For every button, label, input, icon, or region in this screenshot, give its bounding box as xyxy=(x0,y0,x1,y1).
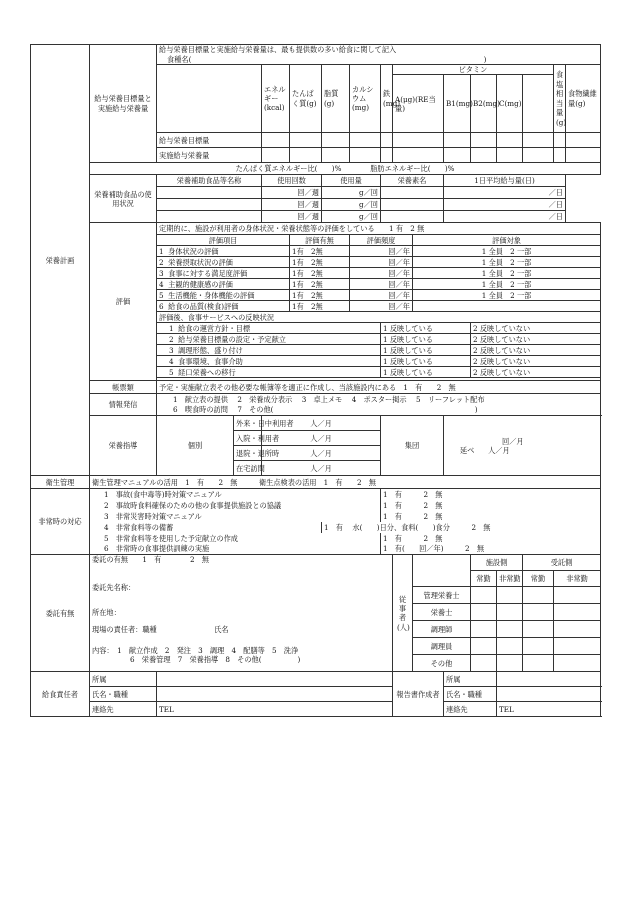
hyoka-item: 5 生活機能・身体機能の評価 xyxy=(157,290,290,301)
itaku-saki: 委託先名称： xyxy=(90,571,393,604)
hyoka-yn: 1有 2無 xyxy=(290,290,350,301)
reflect-item: 1 給食の運営方針・目標 xyxy=(157,323,381,334)
author-tel: TEL xyxy=(497,702,601,717)
itaku-jokin: 常勤 xyxy=(523,571,554,587)
reflect-title: 評価後、食事サービスへの反映状況 xyxy=(157,312,601,323)
hojo-perday: ／日 xyxy=(444,199,566,211)
eisei-text: 衛生管理マニュアルの活用 1 有 2 無 衛生点検表の活用 1 有 2 無 xyxy=(90,476,601,489)
reflect-yes: 1 反映している xyxy=(381,345,471,356)
header-iron: 鉄(mg) xyxy=(381,65,393,133)
hijo-item: 1 事故(食中毒等)時対策マニュアル xyxy=(90,489,381,500)
author-shozoku: 所属 xyxy=(444,672,497,687)
hyoka-header-yn: 評価有無 xyxy=(290,235,350,246)
hyoka-yn: 1有 2無 xyxy=(290,246,350,257)
section-itaku: 委託有無 xyxy=(31,555,90,672)
label-hyoka: 評価 xyxy=(90,223,157,381)
hojo-header-count: 使用回数 xyxy=(262,175,322,187)
choho-text: 予定・実施献立表その他必要な帳簿等を適正に作成し、当該施設内にある 1 有 2 無 xyxy=(157,381,601,394)
hojo-amount: g／回 xyxy=(322,211,381,223)
reflect-yes: 1 反映している xyxy=(381,334,471,345)
hijo-item: 5 非常食料等を使用した予定献立の作成 xyxy=(90,533,381,544)
report-form xyxy=(30,44,600,717)
reflect-yes: 1 反映している xyxy=(381,323,471,334)
hyoka-item: 4 主観的健康感の評価 xyxy=(157,279,290,290)
shido-unit: 人／月 xyxy=(262,416,381,431)
reflect-yes: 1 反映している xyxy=(381,356,471,367)
shokushu-close: ) xyxy=(483,54,487,64)
sekinin-shimei: 氏名・職種 xyxy=(90,687,157,702)
hojo-freq: 回／週 xyxy=(262,187,322,199)
itaku-role: 管理栄養士 xyxy=(413,587,471,604)
author-renraku: 連絡先 xyxy=(444,702,497,717)
itaku-hijokin: 非常勤 xyxy=(554,571,601,587)
hyoka-freq: 回／年 xyxy=(350,290,413,301)
hojo-header-name: 栄養補助食品等名称 xyxy=(157,175,262,187)
hyoka-target: 1 全員 2 一部 xyxy=(413,246,601,257)
hyoka-item: 3 食事に対する満足度評価 xyxy=(157,268,290,279)
label-choho: 帳票類 xyxy=(90,381,157,394)
shido-row: 入院・利用者 xyxy=(234,431,262,446)
shido-shudan: 集団 xyxy=(381,416,444,476)
header-vitamin-b1: B1(mg) xyxy=(444,75,471,133)
hyoka-header-target: 評価対象 xyxy=(413,235,601,246)
header-vitamin-a: A(μg)(RE当量) xyxy=(393,75,444,133)
section-hijo: 非常時の対応 xyxy=(31,489,90,555)
hyoka-freq: 回／年 xyxy=(350,268,413,279)
hijo-item: 6 非常時の食事提供訓練の実施 xyxy=(90,544,381,555)
hijo-item: 2 事故時食料確保のための他の食事提供施設との協議 xyxy=(90,500,381,511)
header-salt: 食塩相当量(g) xyxy=(554,65,566,133)
shido-nobe-nin: 人／月 xyxy=(488,445,510,455)
hyoka-freq: 回／年 xyxy=(350,257,413,268)
hojo-header-nutrient: 栄養素名 xyxy=(381,175,444,187)
header-protein: たんぱく質(g) xyxy=(290,65,322,133)
hijo-ans: 1 有 水( )日分、食料( )食分 2 無 xyxy=(322,522,601,533)
header-fiber: 食物繊維量(g) xyxy=(566,65,601,133)
section-joho: 情報発信 xyxy=(90,394,157,416)
hijo-ans: 1 有 2 無 xyxy=(381,511,601,522)
reflect-no: 2 反映していない xyxy=(471,356,601,367)
hojo-amount: g／回 xyxy=(322,199,381,211)
reflect-item: 2 給与栄養目標量の設定・予定献立 xyxy=(157,334,381,345)
hojo-perday: ／日 xyxy=(444,211,566,223)
section-shido: 栄養指導 xyxy=(90,416,157,476)
hyoka-freq: 回／年 xyxy=(350,301,413,312)
row-kyuyo-actual: 実施給与栄養量 xyxy=(157,148,262,163)
header-fat: 脂質(g) xyxy=(322,65,350,133)
hijo-item: 4 非常食料等の備蓄 xyxy=(90,522,322,533)
shido-row: 外来・日中利用者 xyxy=(234,416,262,431)
itaku-jokin: 常勤 xyxy=(471,571,497,587)
author-shimei: 氏名・職種 xyxy=(444,687,497,702)
itaku-role: その他 xyxy=(413,655,471,672)
shido-nobe: 延べ xyxy=(460,445,475,455)
hojo-perday: ／日 xyxy=(444,187,566,199)
hojo-header-daily: 1日平均給与量(日) xyxy=(444,175,566,187)
hyoka-yn: 1有 2無 xyxy=(290,268,350,279)
hijo-ans: 1 有( 回／年) 2 無 xyxy=(381,544,601,555)
shido-kobetsu: 個別 xyxy=(157,416,234,476)
section-eiyou-keikaku: 栄養計画 xyxy=(31,45,90,476)
hyoka-header-freq: 評価頻度 xyxy=(350,235,413,246)
form-table xyxy=(30,44,601,717)
hyoka-freq: 回／年 xyxy=(350,246,413,257)
reflect-yes: 1 反映している xyxy=(381,367,471,378)
itaku-staff-label: 従事者(人) xyxy=(393,555,413,672)
reflect-item: 5 経口栄養への移行 xyxy=(157,367,381,378)
itaku-naiyo2: 6 栄養管理 7 栄養指導 8 その他( ) xyxy=(90,655,393,672)
hyoka-yn: 1有 2無 xyxy=(290,257,350,268)
hojo-header-amount: 使用量 xyxy=(322,175,381,187)
sekinin-tel: TEL xyxy=(157,702,393,717)
energy-ratio: たんぱく質エネルギー比( )% 脂肪エネルギー比( )% xyxy=(90,163,601,175)
shido-row: 在宅訪問 xyxy=(234,461,262,476)
kyuyo-note: 給与栄養目標量と実施給与栄養量は、最も提供数の多い給食に関して記入 xyxy=(157,45,601,55)
hojo-freq: 回／週 xyxy=(262,199,322,211)
reflect-no: 2 反映していない xyxy=(471,334,601,345)
row-kyuyo-target: 給与栄養目標量 xyxy=(157,133,262,148)
joho-line2: 6 喫食時の訪問 7 その他( ) xyxy=(157,405,601,416)
label-hojo: 栄養補助食品の使用状況 xyxy=(90,175,157,223)
shido-unit: 人／月 xyxy=(262,446,381,461)
reflect-item: 4 食事環境、食事介助 xyxy=(157,356,381,367)
itaku-role: 栄養士 xyxy=(413,604,471,621)
header-vitamin-c: C(mg) xyxy=(497,75,523,133)
label-kyuyo: 給与栄養目標量と実施給与栄養量 xyxy=(90,45,157,163)
hyoka-target xyxy=(413,301,601,312)
hojo-amount: g／回 xyxy=(322,187,381,199)
sekinin-author: 報告書作成者 xyxy=(393,672,444,717)
shokushu-label: 食種名( xyxy=(167,54,192,64)
header-vitamin-b2: B2(mg) xyxy=(471,75,497,133)
shido-row: 退院・退所時 xyxy=(234,446,262,461)
itaku-hijokin: 非常勤 xyxy=(497,571,523,587)
hojo-freq: 回／週 xyxy=(262,211,322,223)
hyoka-target: 1 全員 2 一部 xyxy=(413,257,601,268)
hyoka-target: 1 全員 2 一部 xyxy=(413,290,601,301)
reflect-no: 2 反映していない xyxy=(471,367,601,378)
hyoka-freq: 回／年 xyxy=(350,279,413,290)
itaku-resp: 現場の責任者：職種 氏名 xyxy=(90,621,393,638)
header-vitamin: ビタミン xyxy=(393,65,554,75)
shido-unit: 人／月 xyxy=(262,431,381,446)
itaku-umu: 委託の有無 1 有 2 無 xyxy=(90,555,393,571)
section-sekinin: 給食責任者 xyxy=(31,672,90,717)
shido-unit: 人／月 xyxy=(262,461,381,476)
hijo-ans: 1 有 2 無 xyxy=(381,533,601,544)
section-eisei: 衛生管理 xyxy=(31,476,90,489)
sekinin-renraku: 連絡先 xyxy=(90,702,157,717)
hyoka-intro: 定期的に、施設が利用者の身体状況・栄養状態等の評価をしている 1 有 2 無 xyxy=(157,223,601,235)
itaku-role: 調理員 xyxy=(413,638,471,655)
hyoka-yn: 1有 2無 xyxy=(290,301,350,312)
sekinin-shozoku: 所属 xyxy=(90,672,157,687)
hyoka-target: 1 全員 2 一部 xyxy=(413,279,601,290)
reflect-no: 2 反映していない xyxy=(471,345,601,356)
hyoka-header-item: 評価項目 xyxy=(157,235,290,246)
hijo-ans: 1 有 2 無 xyxy=(381,500,601,511)
header-calcium: カルシウム(mg) xyxy=(350,65,381,133)
hijo-ans: 1 有 2 無 xyxy=(381,489,601,500)
reflect-no: 2 反映していない xyxy=(471,323,601,334)
header-energy: エネルギー(kcal) xyxy=(262,65,290,133)
itaku-jutaku: 受託側 xyxy=(523,555,601,571)
hyoka-item: 2 栄養摂取状況の評価 xyxy=(157,257,290,268)
itaku-naiyo1: 内容： 1 献立作成 2 発注 3 調理 4 配膳等 5 洗浄 xyxy=(90,638,393,655)
itaku-addr: 所在地： xyxy=(90,604,393,621)
hyoka-item: 1 身体状況の評価 xyxy=(157,246,290,257)
reflect-item: 3 調理形態、盛り付け xyxy=(157,345,381,356)
hyoka-target: 1 全員 2 一部 xyxy=(413,268,601,279)
joho-line1: 1 献立表の提供 2 栄養成分表示 3 卓上メモ 4 ポスター掲示 5 リーフレット配布 xyxy=(157,394,601,405)
itaku-shisetsu: 施設側 xyxy=(471,555,523,571)
itaku-role: 調理師 xyxy=(413,621,471,638)
hyoka-item: 6 給食の品質(検食)評価 xyxy=(157,301,290,312)
hyoka-yn: 1有 2無 xyxy=(290,279,350,290)
shido-nobe-kai: 回／月 xyxy=(502,436,524,446)
hijo-item: 3 非常災害時対策マニュアル xyxy=(90,511,381,522)
